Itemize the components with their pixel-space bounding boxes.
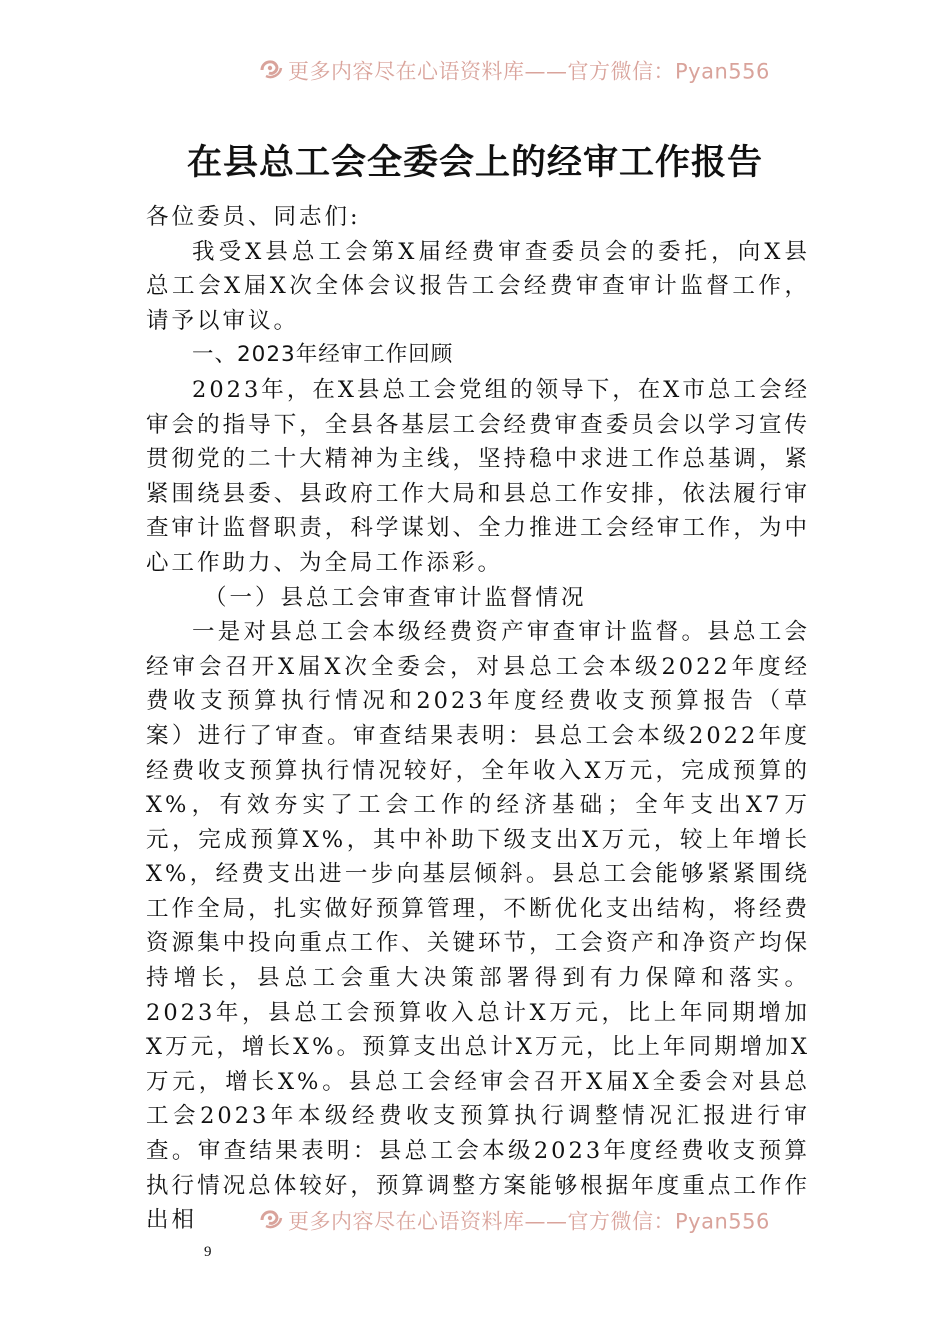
watermark-footer	[258, 1206, 770, 1234]
intro-paragraph: 我受X县总工会第X届经费审查委员会的委托，向X县总工会X届X次全体会议报告工会经费审查审计监督工作，请予以审议。	[146, 238, 810, 334]
swirl-logo-icon	[258, 56, 284, 84]
page-number: 9	[204, 1244, 212, 1260]
watermark-text: 更多内容尽在心语资料库——官方微信：Pyan556	[288, 59, 770, 84]
greeting: 各位委员、同志们:	[146, 204, 361, 230]
swirl-logo-icon	[258, 1206, 284, 1234]
section-heading: 一、2023年经审工作回顾	[192, 342, 454, 368]
document-body	[146, 200, 810, 1238]
section-paragraph: 2023年，在X县总工会党组的领导下，在X市总工会经审会的指导下，全县各基层工会经费审查委员会以学习宣传贯彻党的二十大精神为主线，坚持稳中求进工作总基调，紧紧围绕县委、县政府工作大局和县总工作安排，依法履行审查审计监督职责，科学谋划、全力推进工会经审工作，为中心工作助力、为全局工作添彩。	[146, 376, 810, 576]
watermark-header	[258, 56, 770, 84]
subsection-heading: （一）县总工会审查审计监督情况	[204, 584, 587, 611]
watermark-text: 更多内容尽在心语资料库——官方微信：Pyan556	[288, 1209, 770, 1234]
subsection-paragraph: 一是对县总工会本级经费资产审查审计监督。县总工会经审会召开X届X次全委会，对县总工会本级2022年度经费收支预算执行情况和2023年度经费收支预算报告（草案）进行了审查。审查结果表明：县总工会本级2022年度经费收支预算执行情况较好，全年收入X万元，完成预算的X%，有效夯实了工会工作的经济基础；全年支出X7万元，完成预算X%，其中补助下级支出X万元，较上年增长X%，经费支出进一步向基层倾斜。县总工会能够紧紧围绕工作全局，扎实做好预算管理，不断优化支出结构，将经费资源集中投向重点工作、关键环节，工会资产和净资产均保持增长，县总工会重大决策部署得到有力保障和落实。2023年，县总工会预算收入总计X万元，比上年同期增加X万元，增长X%。预算支出总计X万元，比上年同期增加X万元，增长X%。县总工会经审会召开X届X全委会对县总工会2023年本级经费收支预算执行调整情况汇报进行审查。审查结果表明：县总工会本级2023年度经费收支预算执行情况总体较好，预算调整方案能够根据年度重点工作作出相	[146, 619, 810, 1234]
document-title: 在县总工会全委会上的经审工作报告	[186, 142, 763, 183]
